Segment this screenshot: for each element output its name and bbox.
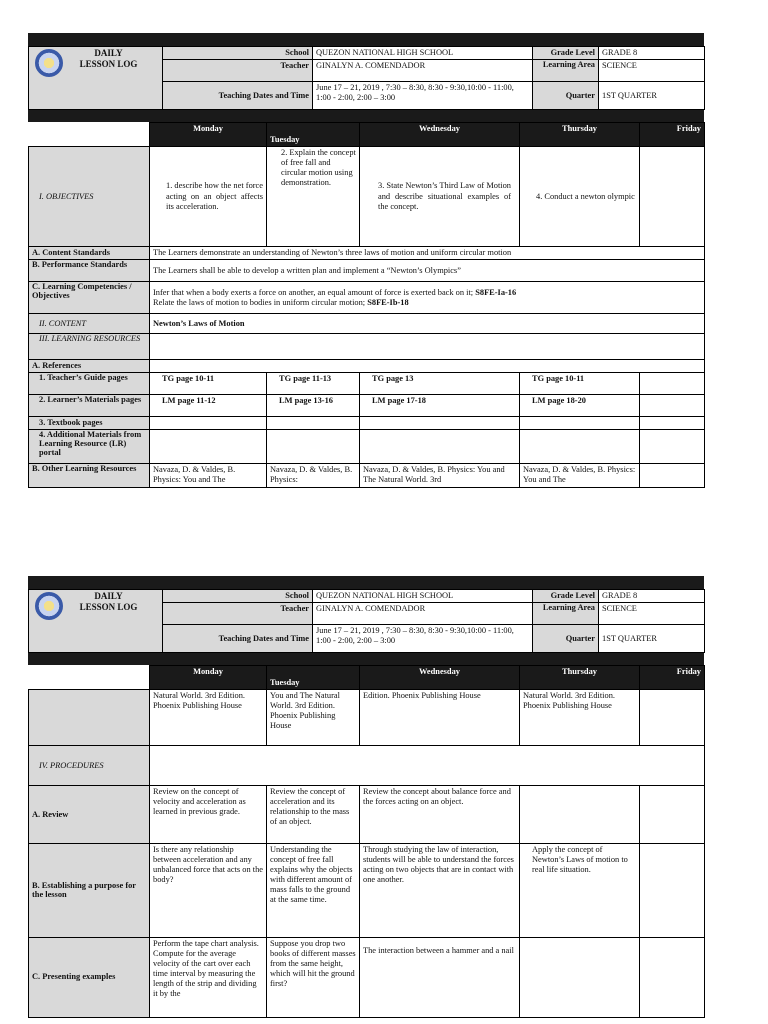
separator-bar	[28, 653, 704, 665]
purpose-tuesday: Understanding the concept of free fall explains why the objects with different amount of mass falls to the ground at the same time.	[267, 844, 360, 938]
day-thursday: Thursday	[520, 123, 640, 147]
purpose-wednesday: Through studying the law of interaction, students will be able to understand the forces acting on two objects that are in contact with one another.	[360, 844, 520, 938]
content-label: II. CONTENT	[29, 314, 150, 334]
review-tuesday: Review the concept of acceleration and its relationship to the mass of an object.	[267, 786, 360, 844]
examples-tuesday: Suppose you drop two books of different masses from the same height, which will hit the ground first?	[267, 938, 360, 1018]
continued-monday: Natural World. 3rd Edition. Phoenix Publishing House	[150, 690, 267, 746]
purpose-label: B. Establishing a purpose for the lesson	[29, 844, 150, 938]
competencies-value	[150, 282, 705, 314]
quarter-label: Quarter	[533, 625, 599, 653]
other-wednesday: Navaza, D. & Valdes, B. Physics: You and The Natural World. 3rd	[360, 464, 520, 488]
other-monday: Navaza, D. & Valdes, B. Physics: You and The	[150, 464, 267, 488]
day-tuesday: Tuesday	[267, 666, 360, 690]
objective-wednesday: 3. State Newton’s Third Law of Motion and describe situational examples of the concept.	[360, 147, 520, 247]
content-standards-value: The Learners demonstrate an understanding of Newton’s three laws of motion and uniform circular motion	[150, 247, 705, 260]
examples-monday: Perform the tape chart analysis. Compute for the average velocity of the cart over each time interval by measuring the length of the strip and dividing it by the	[150, 938, 267, 1018]
day-tuesday: Tuesday	[267, 123, 360, 147]
day-monday: Monday	[150, 666, 267, 690]
objective-monday: 1. describe how the net force acting on an object affects its acceleration.	[150, 147, 267, 247]
area-value: SCIENCE	[599, 60, 705, 82]
textbook-label: 3. Textbook pages	[29, 417, 150, 430]
day-friday: Friday	[640, 666, 705, 690]
teacher-label: Teacher	[163, 60, 313, 82]
purpose-thursday: Apply the concept of Newton’s Laws of motion to real life situation.	[520, 844, 640, 938]
review-label: A. Review	[29, 786, 150, 844]
header-table	[28, 46, 705, 110]
title-line1: DAILY	[94, 591, 123, 601]
grade-value: GRADE 8	[599, 47, 705, 60]
grade-label: Grade Level	[533, 47, 599, 60]
objectives-row	[29, 147, 705, 247]
dates-label: Teaching Dates and Time	[163, 82, 313, 110]
competency-line1: Infer that when a body exerts a force on another, an equal amount of force is exerted back on it;	[153, 287, 474, 297]
teacher-value: GINALYN A. COMENDADOR	[313, 60, 533, 82]
other-tuesday: Navaza, D. & Valdes, B. Physics:	[267, 464, 360, 488]
teacher-label: Teacher	[163, 603, 313, 625]
area-value: SCIENCE	[599, 603, 705, 625]
other-thursday: Navaza, D. & Valdes, B. Physics: You and The	[520, 464, 640, 488]
quarter-value: 1ST QUARTER	[599, 82, 705, 110]
continued-wednesday: Edition. Phoenix Publishing House	[360, 690, 520, 746]
competency-code2: S8FE-Ib-18	[367, 297, 409, 307]
performance-standards-label: B. Performance Standards	[29, 260, 150, 282]
dates-label: Teaching Dates and Time	[163, 625, 313, 653]
day-friday: Friday	[640, 123, 705, 147]
dates-value: June 17 – 21, 2019 , 7:30 – 8:30, 8:30 - 9:30,10:00 - 11:00, 1:00 - 2:00, 2:00 – 3:00	[313, 625, 533, 653]
purpose-monday: Is there any relationship between acceleration and any unbalanced force that acts on the body?	[150, 844, 267, 938]
title-cell	[29, 590, 163, 653]
lm-wednesday: LM page 17-18	[360, 395, 520, 417]
title-line2: LESSON LOG	[79, 601, 138, 612]
day-wednesday: Wednesday	[360, 123, 520, 147]
references-label: A. References	[29, 360, 150, 373]
learning-resources-label: III. LEARNING RESOURCES	[29, 334, 150, 360]
content-standards-label: A. Content Standards	[29, 247, 150, 260]
quarter-value: 1ST QUARTER	[599, 625, 705, 653]
objectives-label: I. OBJECTIVES	[29, 147, 150, 247]
tg-wednesday: TG page 13	[360, 373, 520, 395]
review-monday: Review on the concept of velocity and acceleration as learned in previous grade.	[150, 786, 267, 844]
lesson-table-2	[28, 665, 705, 1018]
school-label: School	[163, 47, 313, 60]
objective-tuesday: 2. Explain the concept of free fall and circular motion using demonstration.	[267, 147, 360, 247]
area-label: Learning Area	[533, 60, 599, 82]
grade-value: GRADE 8	[599, 590, 705, 603]
deped-seal-icon	[35, 49, 63, 77]
tg-tuesday: TG page 11-13	[267, 373, 360, 395]
lm-monday: LM page 11-12	[150, 395, 267, 417]
area-label: Learning Area	[533, 603, 599, 625]
continued-tuesday: You and The Natural World. 3rd Edition. Phoenix Publishing House	[267, 690, 360, 746]
school-label: School	[163, 590, 313, 603]
school-value: QUEZON NATIONAL HIGH SCHOOL	[313, 590, 533, 603]
competency-line2: Relate the laws of motion to bodies in uniform circular motion;	[153, 297, 366, 307]
day-monday: Monday	[150, 123, 267, 147]
performance-standards-value: The Learners shall be able to develop a written plan and implement a “Newton’s Olympics”	[150, 260, 705, 282]
grade-label: Grade Level	[533, 590, 599, 603]
tg-thursday: TG page 10-11	[520, 373, 640, 395]
header-table	[28, 589, 705, 653]
competency-code1: S8FE-Ia-16	[475, 287, 517, 297]
title-cell	[29, 47, 163, 110]
lm-thursday: LM page 18-20	[520, 395, 640, 417]
competencies-label: C. Learning Competencies / Objectives	[29, 282, 150, 314]
review-wednesday: Review the concept about balance force and the forces acting on an object.	[360, 786, 520, 844]
lesson-log-page-1	[28, 33, 704, 488]
day-thursday: Thursday	[520, 666, 640, 690]
lesson-table-1	[28, 122, 705, 488]
additional-label: 4. Additional Materials from Learning Resource (LR) portal	[29, 430, 150, 464]
teacher-value: GINALYN A. COMENDADOR	[313, 603, 533, 625]
dates-value: June 17 – 21, 2019 , 7:30 – 8:30, 8:30 - 9:30,10:00 - 11:00, 1:00 - 2:00, 2:00 – 3:00	[313, 82, 533, 110]
tg-monday: TG page 10-11	[150, 373, 267, 395]
examples-label: C. Presenting examples	[29, 938, 150, 1018]
other-resources-label: B. Other Learning Resources	[29, 464, 150, 488]
tg-label: 1. Teacher’s Guide pages	[29, 373, 150, 395]
examples-wednesday: The interaction between a hammer and a nail	[360, 938, 520, 1018]
separator-bar	[28, 110, 704, 122]
title-line1: DAILY	[94, 48, 123, 58]
school-value: QUEZON NATIONAL HIGH SCHOOL	[313, 47, 533, 60]
title-line2: LESSON LOG	[79, 58, 138, 69]
top-bar	[28, 576, 704, 589]
content-value: Newton’s Laws of Motion	[150, 314, 705, 334]
day-wednesday: Wednesday	[360, 666, 520, 690]
top-bar	[28, 33, 704, 46]
lesson-log-page-2	[28, 576, 704, 1018]
lm-tuesday: LM page 13-16	[267, 395, 360, 417]
lm-label: 2. Learner’s Materials pages	[29, 395, 150, 417]
deped-seal-icon	[35, 592, 63, 620]
procedures-label: IV. PROCEDURES	[29, 746, 150, 786]
objective-thursday: 4. Conduct a newton olympic	[520, 147, 640, 247]
continued-thursday: Natural World. 3rd Edition. Phoenix Publishing House	[520, 690, 640, 746]
quarter-label: Quarter	[533, 82, 599, 110]
